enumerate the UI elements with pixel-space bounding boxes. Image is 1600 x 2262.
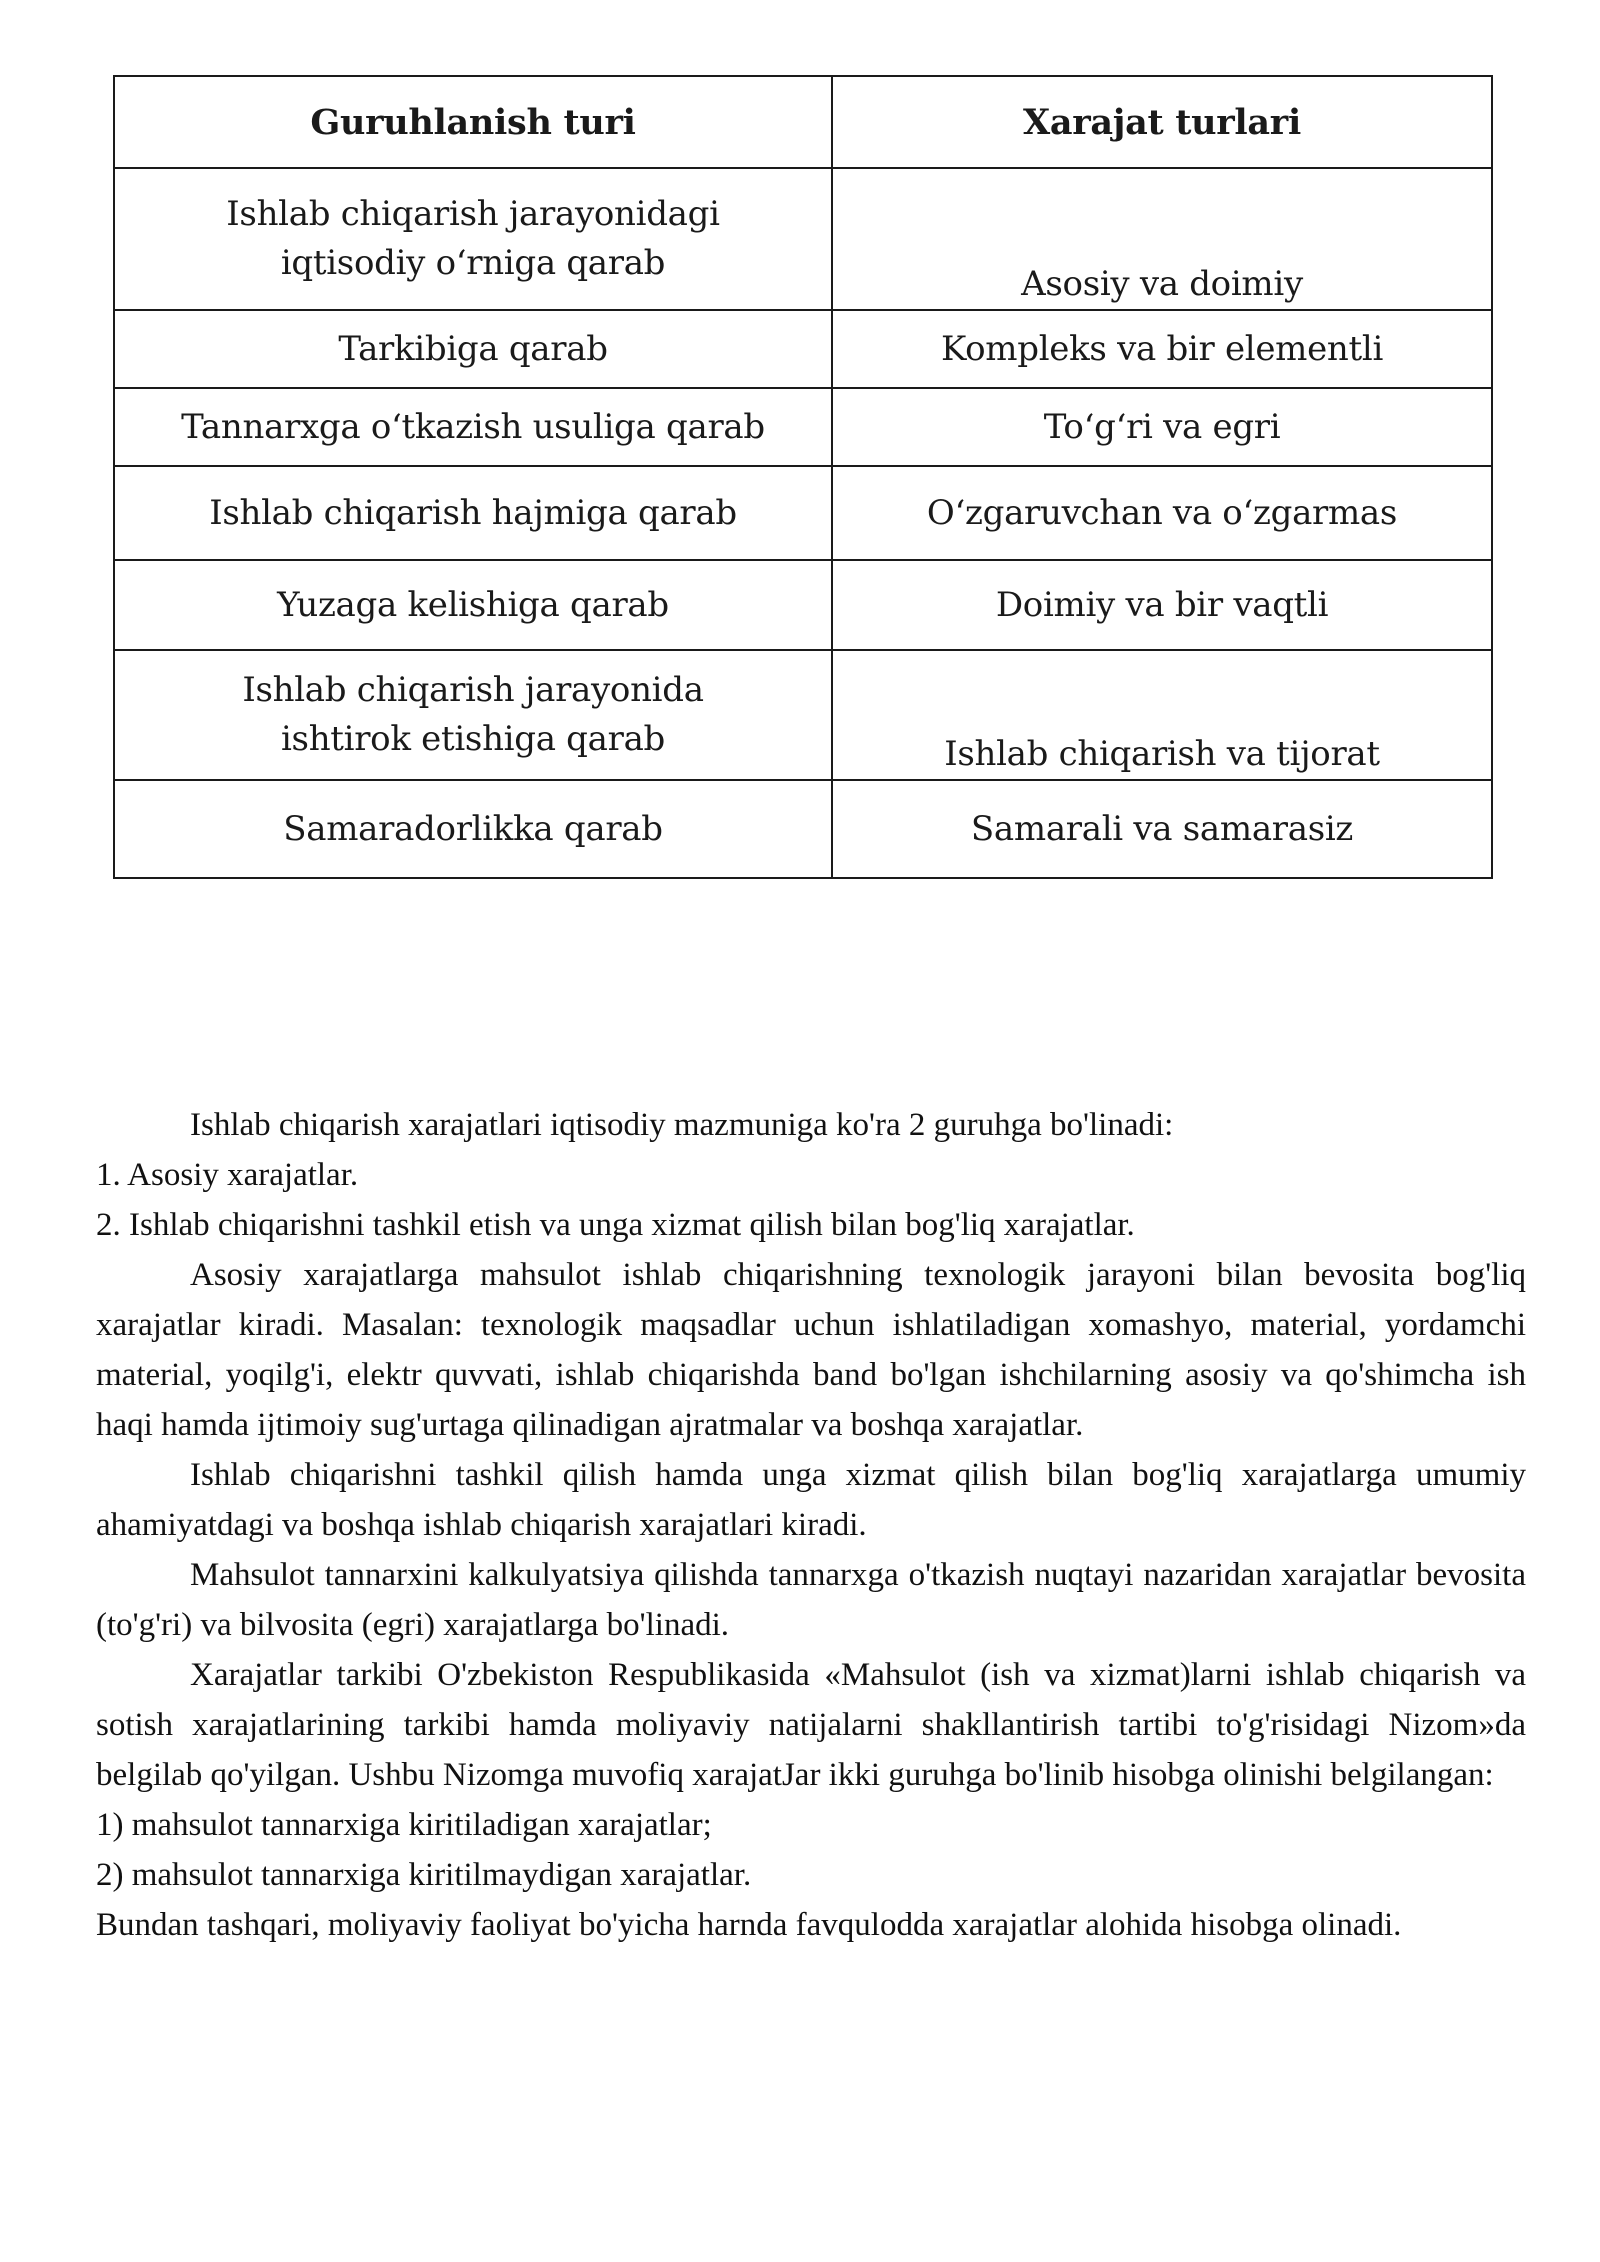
table-row <box>114 560 1492 650</box>
group-cell <box>114 168 832 310</box>
table-row <box>114 168 1492 310</box>
type-cell: Kompleks va bir elementli <box>832 310 1492 388</box>
type-cell: To‘g‘ri va egri <box>832 388 1492 466</box>
body-text <box>96 1100 1526 1950</box>
group-cell-line: Ishlab chiqarish jarayonida <box>242 670 704 710</box>
table-row <box>114 650 1492 780</box>
type-cell: Samarali va samarasiz <box>832 780 1492 878</box>
cost-classification-table-wrapper <box>113 75 1491 879</box>
type-cell: Ishlab chiqarish va tijorat <box>832 650 1492 780</box>
paragraph: Xarajatlar tarkibi O'zbekiston Respublikasida «Mahsulot (ish va xizmat)larni ishlab chiqarish va sotish xarajatlarining tarkibi hamda moliyaviy natijalarni shakllantirish tartibi to'g'risidagi Nizom»da belgilab qo'yilgan. Ushbu Nizomga muvofiq xarajatJar ikki guruhga bo'linib hisobga olinishi belgilangan: <box>96 1657 1526 1793</box>
table-row <box>114 466 1492 560</box>
group-cell-line: ishtirok etishiga qarab <box>280 719 666 759</box>
group-cell: Samaradorlikka qarab <box>114 780 832 878</box>
list-item: 1) mahsulot tannarxiga kiritiladigan xarajatlar; <box>96 1807 712 1843</box>
group-cell-line: Ishlab chiqarish jarayonidagi <box>226 194 720 234</box>
type-cell: Asosiy va doimiy <box>832 168 1492 310</box>
table-row <box>114 310 1492 388</box>
group-cell-line: iqtisodiy o‘rniga qarab <box>280 243 666 283</box>
group-cell <box>114 650 832 780</box>
list-item: 1. Asosiy xarajatlar. <box>96 1157 359 1193</box>
paragraph: Asosiy xarajatlarga mahsulot ishlab chiqarishning texnologik jarayoni bilan bevosita bog'liq xarajatlar kiradi. Masalan: texnologik maqsadlar uchun ishlatiladigan xomashyo, material, yordamchi material, yoqilg'i, elektr quvvati, ishlab chiqarishda band bo'lgan ishchilarning asosiy va qo'shimcha ish haqi hamda ijtimoiy sug'urtaga qilinadigan ajratmalar va boshqa xarajatlar. <box>96 1257 1526 1443</box>
type-cell: O‘zgaruvchan va o‘zgarmas <box>832 466 1492 560</box>
table-row <box>114 388 1492 466</box>
paragraph: Ishlab chiqarish xarajatlari iqtisodiy mazmuniga ko'ra 2 guruhga bo'linadi: <box>190 1107 1174 1143</box>
table-header-row <box>114 76 1492 168</box>
group-cell: Yuzaga kelishiga qarab <box>114 560 832 650</box>
list-item: 2. Ishlab chiqarishni tashkil etish va unga xizmat qilish bilan bog'liq xarajatlar. <box>96 1207 1135 1243</box>
cost-classification-table <box>113 75 1493 879</box>
header-grouping-type: Guruhlanish turi <box>114 76 832 168</box>
header-cost-types: Xarajat turlari <box>832 76 1492 168</box>
paragraph: Ishlab chiqarishni tashkil qilish hamda unga xizmat qilish bilan bog'liq xarajatlarga umumiy ahamiyatdagi va boshqa ishlab chiqarish xarajatlari kiradi. <box>96 1457 1526 1543</box>
paragraph: Mahsulot tannarxini kalkulyatsiya qilishda tannarxga o'tkazish nuqtayi nazaridan xarajatlar bevosita (to'g'ri) va bilvosita (egri) xarajatlarga bo'linadi. <box>96 1557 1526 1643</box>
list-item: 2) mahsulot tannarxiga kiritilmaydigan xarajatlar. <box>96 1857 752 1893</box>
group-cell: Tarkibiga qarab <box>114 310 832 388</box>
type-cell: Doimiy va bir vaqtli <box>832 560 1492 650</box>
table-row <box>114 780 1492 878</box>
group-cell: Ishlab chiqarish hajmiga qarab <box>114 466 832 560</box>
group-cell: Tannarxga o‘tkazish usuliga qarab <box>114 388 832 466</box>
paragraph: Bundan tashqari, moliyaviy faoliyat bo'yicha harnda favqulodda xarajatlar alohida hisobga olinadi. <box>96 1907 1402 1943</box>
